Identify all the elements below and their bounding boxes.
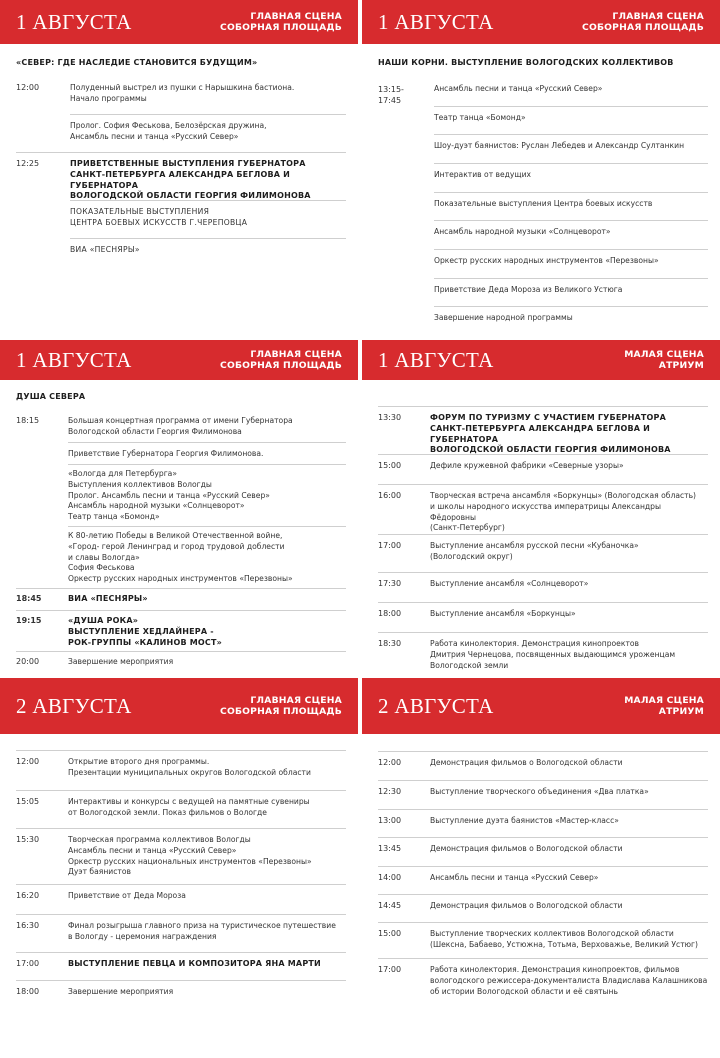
header-date: 1 АВГУСТА [378, 347, 494, 372]
schedule-row [16, 152, 346, 200]
schedule-row [378, 751, 708, 775]
schedule-row [378, 780, 708, 804]
row-time: 18:15 [16, 416, 40, 425]
row-line: и славы Вологда» [68, 552, 140, 562]
panel-header [0, 340, 358, 380]
row-line: РОК-ГРУППЫ «КАЛИНОВ МОСТ» [68, 637, 222, 647]
row-line: Выступления коллективов Вологды [68, 479, 212, 489]
schedule-row [378, 922, 708, 954]
row-text: Ансамбль песни и танца «Русский Север» [434, 84, 603, 93]
row-text: Завершение мероприятия [68, 987, 174, 996]
row-line: Дуэт баянистов [68, 867, 131, 877]
row-line: Полуденный выстрел из пушки с Нарышкина бастиона. [70, 83, 295, 92]
row-line: и школы народного искусства императрицы Александры Фёдоровны [430, 501, 661, 522]
row-text [430, 965, 707, 997]
venue-place: СОБОРНАЯ ПЛОЩАДЬ [220, 706, 342, 717]
row-line: Ансамбль народной музыки «Солнцеворот» [68, 501, 245, 511]
row-time: 13:30 [378, 413, 402, 422]
row-line: (Шексна, Бабаево, Устюжна, Тотьма, Верховажье, Великий Устюг) [430, 939, 698, 949]
row-text: Театр танца «Бомонд» [434, 113, 526, 122]
schedule-row [16, 790, 346, 822]
row-line: Презентации муниципальных округов Вологодской области [68, 767, 311, 777]
row-text [68, 757, 311, 779]
schedule-row [378, 572, 708, 594]
header-date: 2 АВГУСТА [378, 693, 494, 718]
schedule-row [378, 454, 708, 476]
row-line: ПОКАЗАТЕЛЬНЫЕ ВЫСТУПЛЕНИЯ [70, 207, 210, 216]
row-time: 12:25 [16, 159, 40, 168]
schedule-row [378, 958, 708, 1002]
row-text: Демонстрация фильмов о Вологодской области [430, 758, 623, 767]
row-time-range [378, 84, 404, 106]
row-text [70, 159, 346, 202]
row-line: Интерактивы и конкурсы с ведущей на памятные сувениры [68, 797, 310, 806]
panel-2-aug-main-stage [0, 678, 358, 1058]
panel-1-aug-main-stage-evening [0, 340, 358, 678]
row-time: 18:30 [378, 639, 402, 648]
schedule-row [434, 278, 708, 304]
row-time: 13:45 [378, 844, 402, 853]
row-line: Ансамбль песни и танца «Русский Север» [70, 131, 239, 141]
row-time: 16:30 [16, 921, 40, 930]
row-time: 17:00 [16, 959, 40, 968]
venue-name: ГЛАВНАЯ СЦЕНА [250, 695, 342, 706]
row-text: Выступление ансамбля «Боркунцы» [430, 609, 576, 618]
row-text: Выступление ансамбля «Солнцеворот» [430, 579, 589, 588]
venue-name: ГЛАВНАЯ СЦЕНА [250, 11, 342, 22]
row-text [70, 83, 294, 105]
row-text: Выступление дуэта баянистов «Мастер-класс» [430, 816, 619, 825]
schedule-row [70, 200, 346, 234]
schedule-row [434, 220, 708, 246]
header-venue [220, 11, 342, 33]
row-text: Показательные выступления Центра боевых искусств [434, 199, 653, 208]
schedule-row [16, 651, 346, 675]
row-time: 17:30 [378, 579, 402, 588]
row-text: Завершение народной программы [434, 313, 573, 322]
row-line: Работа кинолектория. Демонстрация кинопроектов [430, 639, 639, 648]
venue-place: СОБОРНАЯ ПЛОЩАДЬ [220, 22, 342, 33]
row-time: 18:00 [16, 987, 40, 996]
schedule-row [16, 750, 346, 782]
row-line: Вологодской земли [430, 660, 509, 670]
row-text [68, 531, 293, 585]
row-text: Демонстрация фильмов о Вологодской области [430, 844, 623, 853]
row-text: Шоу-дуэт баянистов: Руслан Лебедев и Александр Султанкин [434, 141, 685, 150]
schedule-row [378, 406, 708, 455]
row-line: ВЫСТУПЛЕНИЕ ХЕДЛАЙНЕРА - [68, 626, 214, 636]
row-line: «Город- герой Ленинград и город трудовой доблести [68, 541, 285, 551]
schedule-row [16, 828, 346, 880]
schedule-row [378, 894, 708, 918]
schedule-row [70, 114, 346, 146]
row-line: ВИА «ПЕСНЯРЫ» [70, 245, 140, 254]
schedule-row [68, 464, 346, 524]
schedule-row [16, 884, 346, 908]
row-text: Ансамбль народной музыки «Солнцеворот» [434, 227, 611, 236]
row-line: Открытие второго дня программы. [68, 757, 210, 766]
row-line: ВОЛОГОДСКОЙ ОБЛАСТИ ГЕОРГИЯ ФИЛИМОНОВА [70, 191, 311, 201]
row-line: София Феськова [68, 563, 135, 573]
schedule-row [434, 192, 708, 218]
schedule-row [378, 484, 708, 533]
schedule-row [70, 238, 346, 262]
row-line: Дмитрия Чернецова, посвященных выдающимся уроженцам [430, 649, 676, 659]
row-line: Ансамбль песни и танца «Русский Север» [68, 845, 237, 855]
row-time: 16:20 [16, 891, 40, 900]
row-text [430, 491, 708, 534]
row-line: (Санкт-Петербург) [430, 523, 505, 533]
panel-1-aug-main-stage-roots [362, 0, 720, 340]
program-title: «СЕВЕР: ГДЕ НАСЛЕДИЕ СТАНОВИТСЯ БУДУЩИМ» [16, 58, 258, 67]
schedule-row [378, 602, 708, 624]
venue-place: АТРИУМ [658, 360, 704, 371]
row-text: Приветствие Губернатора Георгия Филимонова. [68, 449, 264, 458]
row-time: 17:00 [378, 541, 402, 550]
row-time: 12:00 [378, 758, 402, 767]
header-venue [220, 695, 342, 717]
header-date: 1 АВГУСТА [16, 9, 132, 34]
row-text: Интерактив от ведущих [434, 170, 532, 179]
row-text [68, 797, 310, 819]
row-text: Дефиле кружевной фабрики «Северные узоры» [430, 461, 624, 470]
schedule-row [378, 809, 708, 833]
row-line: Работа кинолектория. Демонстрация кинопроектов, фильмов [430, 965, 680, 974]
venue-place: АТРИУМ [658, 706, 704, 717]
header-date: 1 АВГУСТА [16, 347, 132, 372]
schedule-row [434, 306, 708, 332]
row-time: 14:00 [378, 873, 402, 882]
row-text [430, 929, 698, 951]
header-venue [624, 349, 704, 371]
row-text: Выступление творческого объединения «Два платка» [430, 787, 649, 796]
program-title: ДУША СЕВЕРА [16, 392, 86, 401]
schedule-row [16, 914, 346, 946]
schedule-row [16, 588, 346, 610]
row-text [70, 245, 140, 256]
venue-name: МАЛАЯ СЦЕНА [624, 695, 704, 706]
schedule-row [378, 632, 708, 672]
row-text: Оркестр русских народных инструментов «Перезвоны» [434, 256, 659, 265]
row-text: Завершение мероприятия [68, 657, 174, 666]
venue-name: ГЛАВНАЯ СЦЕНА [250, 349, 342, 360]
panel-header [362, 0, 720, 44]
row-line: Пролог. София Феськова, Белозёрская дружина, [70, 121, 267, 130]
row-line: К 80-летию Победы в Великой Отечественной войне, [68, 531, 283, 540]
schedule-row [16, 416, 346, 442]
row-line: Пролог. Ансамбль песни и танца «Русский Север» [68, 490, 270, 500]
row-line: «Вологда для Петербурга» [68, 469, 177, 478]
panel-header [0, 678, 358, 734]
row-line: «ДУША РОКА» [68, 616, 139, 625]
schedule-row [378, 534, 708, 564]
row-text [430, 639, 675, 671]
panel-1-aug-small-stage [362, 340, 720, 678]
row-time: 12:30 [378, 787, 402, 796]
row-text [430, 413, 708, 456]
panel-header [362, 340, 720, 380]
row-line: (Вологодский округ) [430, 551, 513, 561]
row-line: Оркестр русских народных инструментов «Перезвоны» [68, 574, 293, 584]
row-text [430, 541, 639, 563]
row-time: 19:15 [16, 616, 42, 625]
row-time: 16:00 [378, 491, 402, 500]
row-line: ФОРУМ ПО ТУРИЗМУ С УЧАСТИЕМ ГУБЕРНАТОРА [430, 413, 666, 422]
header-venue [624, 695, 704, 717]
row-time: 12:00 [16, 757, 40, 766]
row-text [68, 921, 336, 943]
row-text: Приветствие Деда Мороза из Великого Устюга [434, 285, 623, 294]
row-line: об истории Вологодской области и её святынь [430, 986, 618, 996]
row-text [68, 835, 312, 878]
row-line: ЦЕНТРА БОЕВЫХ ИСКУССТВ Г.ЧЕРЕПОВЦА [70, 217, 248, 227]
row-time: 18:00 [378, 609, 402, 618]
schedule-row [378, 866, 708, 890]
schedule-row [16, 83, 346, 111]
row-line: ВОЛОГОДСКОЙ ОБЛАСТИ ГЕОРГИЯ ФИЛИМОНОВА [430, 445, 671, 455]
schedule-row [434, 84, 708, 104]
row-text: ВЫСТУПЛЕНИЕ ПЕВЦА И КОМПОЗИТОРА ЯНА МАРТИ [68, 959, 321, 968]
row-line: САНКТ-ПЕТЕРБУРГА АЛЕКСАНДРА БЕГЛОВА И ГУБЕРНАТОРА [430, 423, 651, 444]
schedule-row [434, 134, 708, 160]
row-line: Творческая встреча ансамбля «Боркунцы» (Вологодская область) [430, 491, 697, 500]
row-line: САНКТ-ПЕТЕРБУРГА АЛЕКСАНДРА БЕГЛОВА И ГУБЕРНАТОРА [70, 169, 291, 190]
panel-2-aug-small-stage [362, 678, 720, 1058]
row-time: 15:00 [378, 929, 402, 938]
program-title: НАШИ КОРНИ. ВЫСТУПЛЕНИЕ ВОЛОГОДСКИХ КОЛЛЕКТИВОВ [378, 58, 674, 67]
row-text: Приветствие от Деда Мороза [68, 891, 186, 900]
row-line: Вологодской области Георгия Филимонова [68, 426, 242, 436]
schedule-row [16, 980, 346, 1004]
venue-place: СОБОРНАЯ ПЛОЩАДЬ [582, 22, 704, 33]
row-line: от Вологодской земли. Показ фильмов о Вологде [68, 807, 267, 817]
row-line: Оркестр русских национальных инструментов «Перезвоны» [68, 856, 312, 866]
schedule-row [434, 163, 708, 189]
row-text [70, 207, 247, 229]
time-end: 17:45 [378, 96, 402, 105]
venue-name: МАЛАЯ СЦЕНА [624, 349, 704, 360]
panel-header [0, 0, 358, 44]
row-line: в Вологду - церемония награждения [68, 931, 217, 941]
header-venue [582, 11, 704, 33]
row-text [68, 616, 222, 648]
venue-place: СОБОРНАЯ ПЛОЩАДЬ [220, 360, 342, 371]
panel-header [362, 678, 720, 734]
row-text [68, 469, 270, 523]
schedule-row [434, 106, 708, 132]
row-time: 14:45 [378, 901, 402, 910]
row-line: Выступление ансамбля русской песни «Кубаночка» [430, 541, 639, 550]
row-line: Большая концертная программа от имени Губернатора [68, 416, 293, 425]
row-time: 15:30 [16, 835, 40, 844]
row-line: Начало программы [70, 93, 147, 103]
row-time: 17:00 [378, 965, 402, 974]
row-time: 20:00 [16, 657, 40, 666]
schedule-row [68, 526, 346, 586]
schedule-row [378, 837, 708, 861]
row-time: 15:05 [16, 797, 40, 806]
row-line: Театр танца «Бомонд» [68, 512, 160, 522]
row-line: ПРИВЕТСТВЕННЫЕ ВЫСТУПЛЕНИЯ ГУБЕРНАТОРА [70, 159, 306, 168]
time-start: 13:15- [378, 85, 404, 94]
row-time: 12:00 [16, 83, 40, 92]
header-date: 1 АВГУСТА [378, 9, 494, 34]
schedule-row [16, 610, 346, 650]
row-line: вологодского режиссера-документалиста Владислава Калашникова [430, 975, 708, 985]
row-line: Финал розыгрыша главного приза на туристическое путешествие [68, 921, 336, 930]
row-text [68, 416, 293, 438]
row-line: Творческая программа коллективов Вологды [68, 835, 251, 844]
schedule-row [68, 442, 346, 464]
row-time: 15:00 [378, 461, 402, 470]
row-text: ВИА «ПЕСНЯРЫ» [68, 594, 148, 603]
schedule-row [434, 249, 708, 275]
panel-1-aug-main-stage-noon [0, 0, 358, 340]
row-line: Выступление творческих коллективов Вологодской области [430, 929, 674, 938]
row-text: Ансамбль песни и танца «Русский Север» [430, 873, 599, 882]
row-time: 18:45 [16, 594, 42, 603]
row-text: Демонстрация фильмов о Вологодской области [430, 901, 623, 910]
row-time: 13:00 [378, 816, 402, 825]
venue-name: ГЛАВНАЯ СЦЕНА [612, 11, 704, 22]
row-text [70, 121, 267, 143]
header-date: 2 АВГУСТА [16, 693, 132, 718]
schedule-row [16, 952, 346, 976]
header-venue [220, 349, 342, 371]
